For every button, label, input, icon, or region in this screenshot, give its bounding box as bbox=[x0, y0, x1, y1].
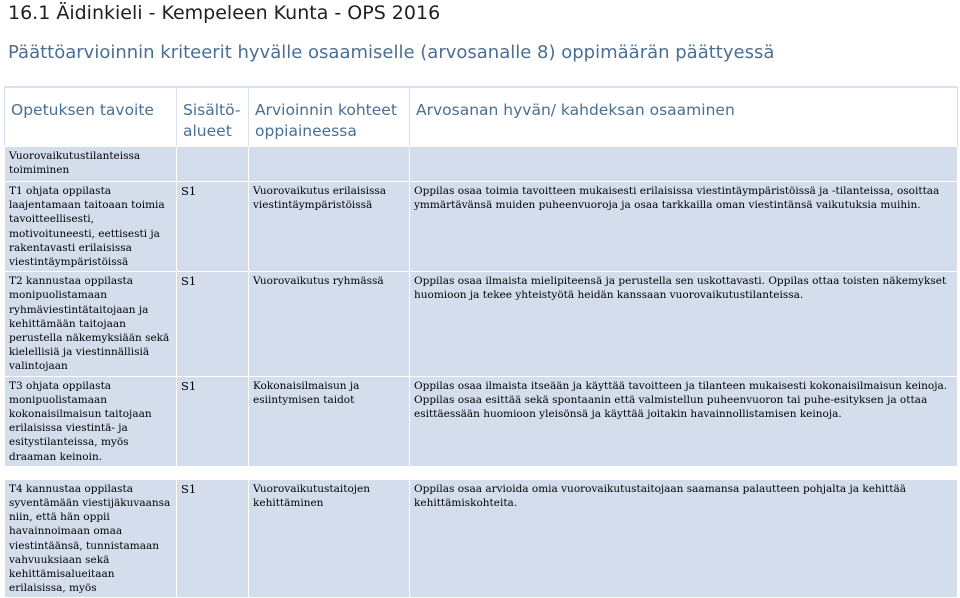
header-content-areas: Sisältö- alueet bbox=[177, 87, 249, 147]
grade-cell: Oppilas osaa ilmaista mielipiteensä ja perustella sen uskottavasti. Oppilas ottaa toisten näkemykset huomioon ja tekee yhteistyötä heidän kanssaan vuorovaikutustilanteissa. bbox=[410, 272, 958, 376]
goal-cell: T1 ohjata oppilasta laajentamaan taitoaan toimia tavoitteellisesti, motivoituneesti, eettisesti ja rakentavasti erilaisissa viestintäympäristöissä bbox=[5, 182, 177, 272]
grade-cell: Oppilas osaa ilmaista itseään ja käyttää tavoitteen ja tilanteen mukaisesti kokonaisilmaisun keinoja. Oppilas osaa esittää sekä spontaanin että valmistellun puheenvuoron tai puhe-esityksen ja ottaa esittäessään huomioon yleisönsä ja käyttää joitakin havainnollistamisen keinoja. bbox=[410, 376, 958, 466]
table-header-row bbox=[5, 87, 958, 147]
target-cell: Kokonaisilmaisun ja esiintymisen taidot bbox=[249, 376, 410, 466]
section-label: Vuorovaikutustilanteissa toimiminen bbox=[5, 147, 177, 182]
target-cell: Vuorovaikutustaitojen kehittäminen bbox=[249, 479, 410, 598]
goal-cell: T2 kannustaa oppilasta monipuolistamaan ryhmäviestintätaitojaan ja kehittämään taitojaan perustella näkemyksiään sekä kielellisiä ja viestinnällisiä valintojaan bbox=[5, 272, 177, 376]
criteria-table bbox=[4, 86, 958, 598]
document-subtitle: Päättöarvioinnin kriteerit hyvälle osaamiselle (arvosanalle 8) oppimäärän päättyessä bbox=[8, 42, 775, 63]
header-assessment-targets: Arvioinnin kohteet oppiaineessa bbox=[249, 87, 410, 147]
document-title: 16.1 Äidinkieli - Kempeleen Kunta - OPS 2016 bbox=[8, 2, 441, 24]
grade-cell: Oppilas osaa arvioida omia vuorovaikutustaitojaan saamansa palautteen pohjalta ja kehittää kehittämiskohteita. bbox=[410, 479, 958, 598]
content-cell: S1 bbox=[177, 182, 249, 272]
content-cell: S1 bbox=[177, 479, 249, 598]
goal-cell: T4 kannustaa oppilasta syventämään viestijäkuvaansa niin, että hän oppii havainnoimaan omaa viestintäänsä, tunnistamaan vahvuuksiaan sekä kehittämisalueitaan erilaisissa, myös bbox=[5, 479, 177, 598]
table-row bbox=[5, 376, 958, 466]
target-cell: Vuorovaikutus erilaisissa viestintäympäristöissä bbox=[249, 182, 410, 272]
goal-cell: T3 ohjata oppilasta monipuolistamaan kokonaisilmaisun taitojaan erilaisissa viestintä- ja esitystilanteissa, myös draaman keinoin. bbox=[5, 376, 177, 466]
grade-cell: Oppilas osaa toimia tavoitteen mukaisesti erilaisissa viestintäympäristöissä ja -tilanteissa, osoittaa ymmärtävänsä muiden puheenvuoroja ja osaa tarkkailla oman viestintänsä vaikutuksia muihin. bbox=[410, 182, 958, 272]
header-goal: Opetuksen tavoite bbox=[5, 87, 177, 147]
section-row bbox=[5, 147, 958, 182]
table-row bbox=[5, 272, 958, 376]
target-cell: Vuorovaikutus ryhmässä bbox=[249, 272, 410, 376]
table-row bbox=[5, 182, 958, 272]
header-grade-8-competence: Arvosanan hyvän/ kahdeksan osaaminen bbox=[410, 87, 958, 147]
content-cell: S1 bbox=[177, 376, 249, 466]
table-row bbox=[5, 479, 958, 598]
content-cell: S1 bbox=[177, 272, 249, 376]
